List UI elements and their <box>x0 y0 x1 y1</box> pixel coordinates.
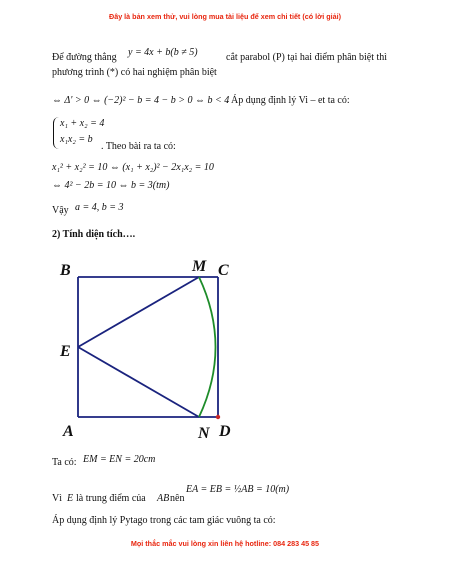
segment-EM <box>78 277 199 347</box>
problem-condition-text: . Theo bài ra ta có: <box>101 141 176 152</box>
sum-of-squares-equation: x₁² + x₂² = 10 ⇔ (x₁ + x₂)² − 2x₁x₂ = 10 <box>52 162 214 173</box>
line-equation: y = 4x + b(b ≠ 5) <box>128 47 198 58</box>
pythagoras-text: Áp dụng định lý Pytago trong các tam giác vuông ta có: <box>52 515 276 526</box>
segment-EN <box>78 347 199 417</box>
condition-text: phương trình (*) có hai nghiệm phân biệt <box>52 67 217 78</box>
arc-MN <box>199 277 216 417</box>
preview-notice: Đây là bản xem thử, vui lòng mua tài liệu để xem chi tiết (có lời giải) <box>109 12 341 21</box>
conclusion-label: Vậy <box>52 205 69 216</box>
label-N: N <box>198 425 210 442</box>
intro-text: Để đường thẳng <box>52 52 117 63</box>
vieta-intro: . Áp dụng định lý Vi – et ta có: <box>226 95 350 106</box>
section-heading: 2) Tính diện tích…. <box>52 229 136 240</box>
label-A: A <box>63 423 74 440</box>
given-label: Ta có: <box>52 457 77 468</box>
label-B: B <box>60 262 71 279</box>
label-D: D <box>219 423 231 440</box>
therefore-text: nên <box>170 493 185 504</box>
vieta-product: x₁x₂ = b <box>60 134 93 145</box>
label-C: C <box>218 262 229 279</box>
system-brace <box>53 117 60 149</box>
point-E: E <box>67 493 74 504</box>
conclusion-values: a = 4, b = 3 <box>75 202 124 213</box>
point-D-marker <box>216 415 220 419</box>
segment-AB: AB <box>157 493 170 504</box>
solve-b-equation: ⇔ 4² − 2b = 10 ⇔ b = 3(tm) <box>52 180 170 191</box>
intro-text-rest: cắt parabol (P) tại hai điểm phân biệt thì <box>226 52 388 63</box>
because-text: Vì <box>52 493 62 504</box>
midpoint-text: là trung điểm của <box>76 493 146 504</box>
midpoint-equation: EA = EB = ½AB = 10(m) <box>186 484 290 495</box>
hotline-notice: Mọi thắc mắc vui lòng xin liên hệ hotline: 084 283 45 85 <box>130 539 320 548</box>
discriminant-condition: ⇔ Δ' > 0 ⇔ (−2)² − b = 4 − b > 0 ⇔ b < 4 <box>52 95 230 106</box>
given-lengths: EM = EN = 20cm <box>83 454 156 465</box>
label-E: E <box>60 343 71 360</box>
label-M: M <box>192 258 207 275</box>
vieta-sum: x₁ + x₂ = 4 <box>60 118 105 129</box>
geometry-figure <box>0 250 450 450</box>
